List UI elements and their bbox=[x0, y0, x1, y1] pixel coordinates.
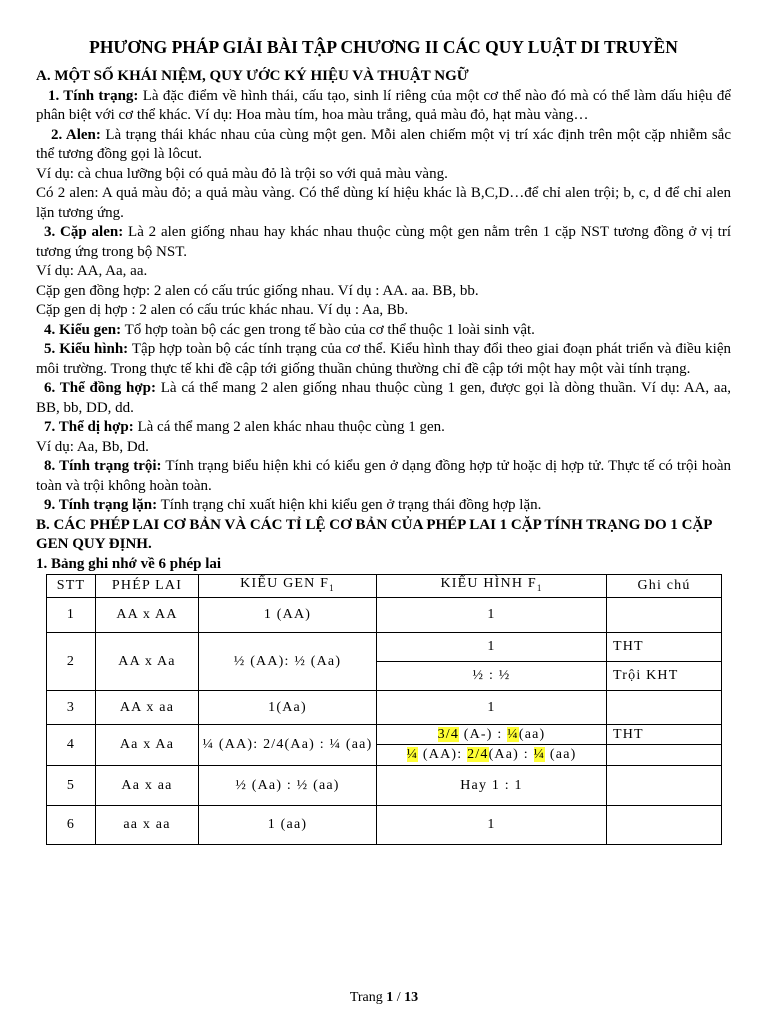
term-4: 4. Kiểu gen: bbox=[44, 321, 122, 338]
footer-page-number: 1 bbox=[386, 990, 394, 1005]
definition-9-text: Tính trạng chỉ xuất hiện khi kiểu gen ở trạng thái đồng hợp lặn. bbox=[157, 497, 542, 513]
table-row bbox=[47, 724, 722, 744]
cell-phenotype: 1 bbox=[377, 597, 607, 632]
term-6: 6. Thể đồng hợp: bbox=[44, 380, 156, 396]
term-2: 2. Alen: bbox=[51, 126, 101, 143]
cell-genotype: 1(Aa) bbox=[199, 690, 377, 724]
cell-phenotype: Hay 1 : 1 bbox=[377, 765, 607, 805]
ratio-text: (AA): bbox=[418, 747, 468, 763]
table-row bbox=[47, 765, 722, 805]
header-genotype bbox=[199, 575, 377, 598]
definition-2-example-2: Có 2 alen: A quả màu đỏ; a quả màu vàng. Có thể dùng kí hiệu khác là B,C,D…để chỉ alen trội; b, c, d để chỉ alen lặn tương ứng. bbox=[36, 185, 731, 221]
term-7: 7. Thể dị hợp: bbox=[44, 419, 134, 435]
definition-2-example-1: Ví dụ: cà chua lưỡng bội có quả màu đỏ là trội so với quả màu vàng. bbox=[36, 165, 448, 182]
footer-prefix: Trang bbox=[349, 990, 387, 1005]
cell-phenotype: 1 bbox=[377, 805, 607, 844]
term-1: 1. Tính trạng: bbox=[48, 87, 139, 104]
definition-4-text: Tổ hợp toàn bộ các gen trong tế bào của cơ thể thuộc 1 loài sinh vật. bbox=[121, 321, 535, 338]
cell-note bbox=[607, 765, 722, 805]
section-b-heading: B. CÁC PHÉP LAI CƠ BẢN VÀ CÁC TỈ LỆ CƠ BẢN CỦA PHÉP LAI 1 CẶP TÍNH TRẠNG DO 1 CẶP GEN QUY ĐỊNH. bbox=[36, 516, 712, 552]
definition-2 bbox=[36, 126, 731, 165]
table-row bbox=[47, 690, 722, 724]
term-5: 5. Kiểu hình: bbox=[44, 341, 129, 357]
highlighted-ratio: 3/4 bbox=[437, 726, 460, 742]
cell-stt: 5 bbox=[47, 765, 96, 805]
cell-cross: AA x aa bbox=[96, 690, 199, 724]
term-8: 8. Tính trạng trội: bbox=[44, 458, 162, 474]
page-footer bbox=[0, 988, 768, 1008]
header-phenotype-sub: 1 bbox=[536, 582, 543, 593]
cell-stt: 2 bbox=[47, 632, 96, 690]
cell-cross: AA x AA bbox=[96, 597, 199, 632]
definition-5-text: Tập hợp toàn bộ các tính trạng của cơ thể. Kiểu hình thay đổi theo giai đoạn phát triển và điều kiện môi trường. Trong thực tế khi đề cập tới giống thuần chủng thường chỉ đề cập tới một hay một vài tính trạng. bbox=[36, 341, 731, 377]
definition-2-text: Là trạng thái khác nhau của cùng một gen. Mỗi alen chiếm một vị trí xác định trên một cặp nhiễm sắc thể tương đồng gọi là lôcut. bbox=[36, 126, 731, 162]
cell-note bbox=[607, 597, 722, 632]
cell-cross: Aa x aa bbox=[96, 765, 199, 805]
definition-7-example: Ví dụ: Aa, Bb, Dd. bbox=[36, 438, 149, 455]
cell-phenotype: 1 bbox=[377, 690, 607, 724]
footer-page-total: 13 bbox=[404, 990, 419, 1005]
table-row bbox=[47, 597, 722, 632]
header-genotype-label: KIỂU GEN F bbox=[240, 576, 330, 591]
definition-7-text: Là cá thể mang 2 alen khác nhau thuộc cùng 1 gen. bbox=[133, 419, 445, 435]
cell-genotype: ½ (Aa) : ½ (aa) bbox=[199, 765, 377, 805]
definition-3-example-1: Ví dụ: AA, Aa, aa. bbox=[36, 263, 148, 279]
definition-6-text: Là cá thể mang 2 alen giống nhau thuộc cùng 1 gen, được gọi là dòng thuần. Ví dụ: AA, aa, BB, bb, DD, dd. bbox=[36, 380, 731, 416]
cross-table bbox=[46, 574, 722, 845]
definition-9 bbox=[36, 496, 731, 516]
definition-6 bbox=[36, 379, 731, 418]
highlighted-ratio: ¼ bbox=[533, 747, 546, 763]
cell-genotype: ½ (AA): ½ (Aa) bbox=[199, 632, 377, 690]
section-a-heading: A. MỘT SỐ KHÁI NIỆM, QUY ƯỚC KÝ HIỆU VÀ THUẬT NGỮ bbox=[36, 68, 469, 84]
cell-note: THT bbox=[607, 632, 722, 661]
header-phenotype-label: KIỂU HÌNH F bbox=[440, 576, 537, 591]
definition-4 bbox=[36, 321, 731, 341]
cell-stt: 6 bbox=[47, 805, 96, 844]
header-note: Ghi chú bbox=[607, 575, 722, 598]
definition-3 bbox=[36, 223, 731, 262]
definition-1-text: Là đặc điểm về hình thái, cấu tạo, sinh lí riêng của một cơ thể nào đó mà có thể làm dấu hiệu để phân biệt với cơ thể khác. Ví dụ: Hoa màu tím, hoa màu trắng, quả màu đỏ, hạt màu vàng… bbox=[36, 87, 732, 123]
ratio-text: (aa) bbox=[518, 726, 546, 742]
cell-stt: 3 bbox=[47, 690, 96, 724]
highlighted-ratio: 2/4 bbox=[467, 747, 489, 763]
cell-stt: 1 bbox=[47, 597, 96, 632]
highlighted-ratio: ¼ bbox=[406, 747, 419, 763]
definition-1 bbox=[36, 87, 731, 126]
cell-genotype: ¼ (AA): 2/4(Aa) : ¼ (aa) bbox=[199, 724, 377, 765]
definition-8-text: Tính trạng biểu hiện khi có kiểu gen ở dạng đồng hợp tử hoặc dị hợp tử. Thực tế có trội hoàn toàn và trội không hoàn toàn. bbox=[36, 458, 731, 494]
cell-cross: Aa x Aa bbox=[96, 724, 199, 765]
document-page bbox=[36, 36, 731, 845]
header-phenotype bbox=[377, 575, 607, 598]
cell-genotype: 1 (aa) bbox=[199, 805, 377, 844]
cell-stt: 4 bbox=[47, 724, 96, 765]
cell-phenotype: ½ : ½ bbox=[377, 661, 607, 690]
definition-7 bbox=[36, 418, 731, 438]
highlighted-ratio: ¼ bbox=[507, 726, 519, 742]
table-row bbox=[47, 632, 722, 661]
header-stt: STT bbox=[47, 575, 96, 598]
term-9: 9. Tính trạng lặn: bbox=[44, 497, 158, 513]
table-row bbox=[47, 805, 722, 844]
cell-cross: AA x Aa bbox=[96, 632, 199, 690]
cell-genotype: 1 (AA) bbox=[199, 597, 377, 632]
definition-3-text: Là 2 alen giống nhau hay khác nhau thuộc cùng một gen nằm trên 1 cặp NST tương đồng ở vị trí tương ứng trong bộ NST. bbox=[36, 224, 732, 260]
ratio-text: (Aa) : bbox=[488, 747, 534, 763]
table-header-row bbox=[47, 575, 722, 598]
cell-note bbox=[607, 744, 722, 765]
term-3: 3. Cặp alen: bbox=[44, 224, 124, 240]
ratio-text: (aa) bbox=[545, 747, 577, 763]
cell-note bbox=[607, 805, 722, 844]
cell-note: Trội KHT bbox=[607, 661, 722, 690]
cell-phenotype bbox=[377, 724, 607, 744]
footer-separator: / bbox=[393, 990, 405, 1005]
cell-note: THT bbox=[607, 724, 722, 744]
cell-phenotype bbox=[377, 744, 607, 765]
table-caption: 1. Bảng ghi nhớ về 6 phép lai bbox=[36, 555, 222, 572]
header-cross: PHÉP LAI bbox=[96, 575, 199, 598]
header-genotype-sub: 1 bbox=[329, 582, 335, 593]
ratio-text: (A-) : bbox=[459, 726, 508, 742]
definition-3-example-3: Cặp gen dị hợp : 2 alen có cấu trúc khác nhau. Ví dụ : Aa, Bb. bbox=[36, 302, 409, 318]
page-title: PHƯƠNG PHÁP GIẢI BÀI TẬP CHƯƠNG II CÁC QUY LUẬT DI TRUYỀN bbox=[89, 37, 678, 57]
cell-cross: aa x aa bbox=[96, 805, 199, 844]
cell-phenotype: 1 bbox=[377, 632, 607, 661]
definition-3-example-2: Cặp gen đồng hợp: 2 alen có cấu trúc giống nhau. Ví dụ : AA. aa. BB, bb. bbox=[36, 282, 479, 299]
definition-5 bbox=[36, 340, 731, 379]
cell-note bbox=[607, 690, 722, 724]
definition-8 bbox=[36, 457, 731, 496]
